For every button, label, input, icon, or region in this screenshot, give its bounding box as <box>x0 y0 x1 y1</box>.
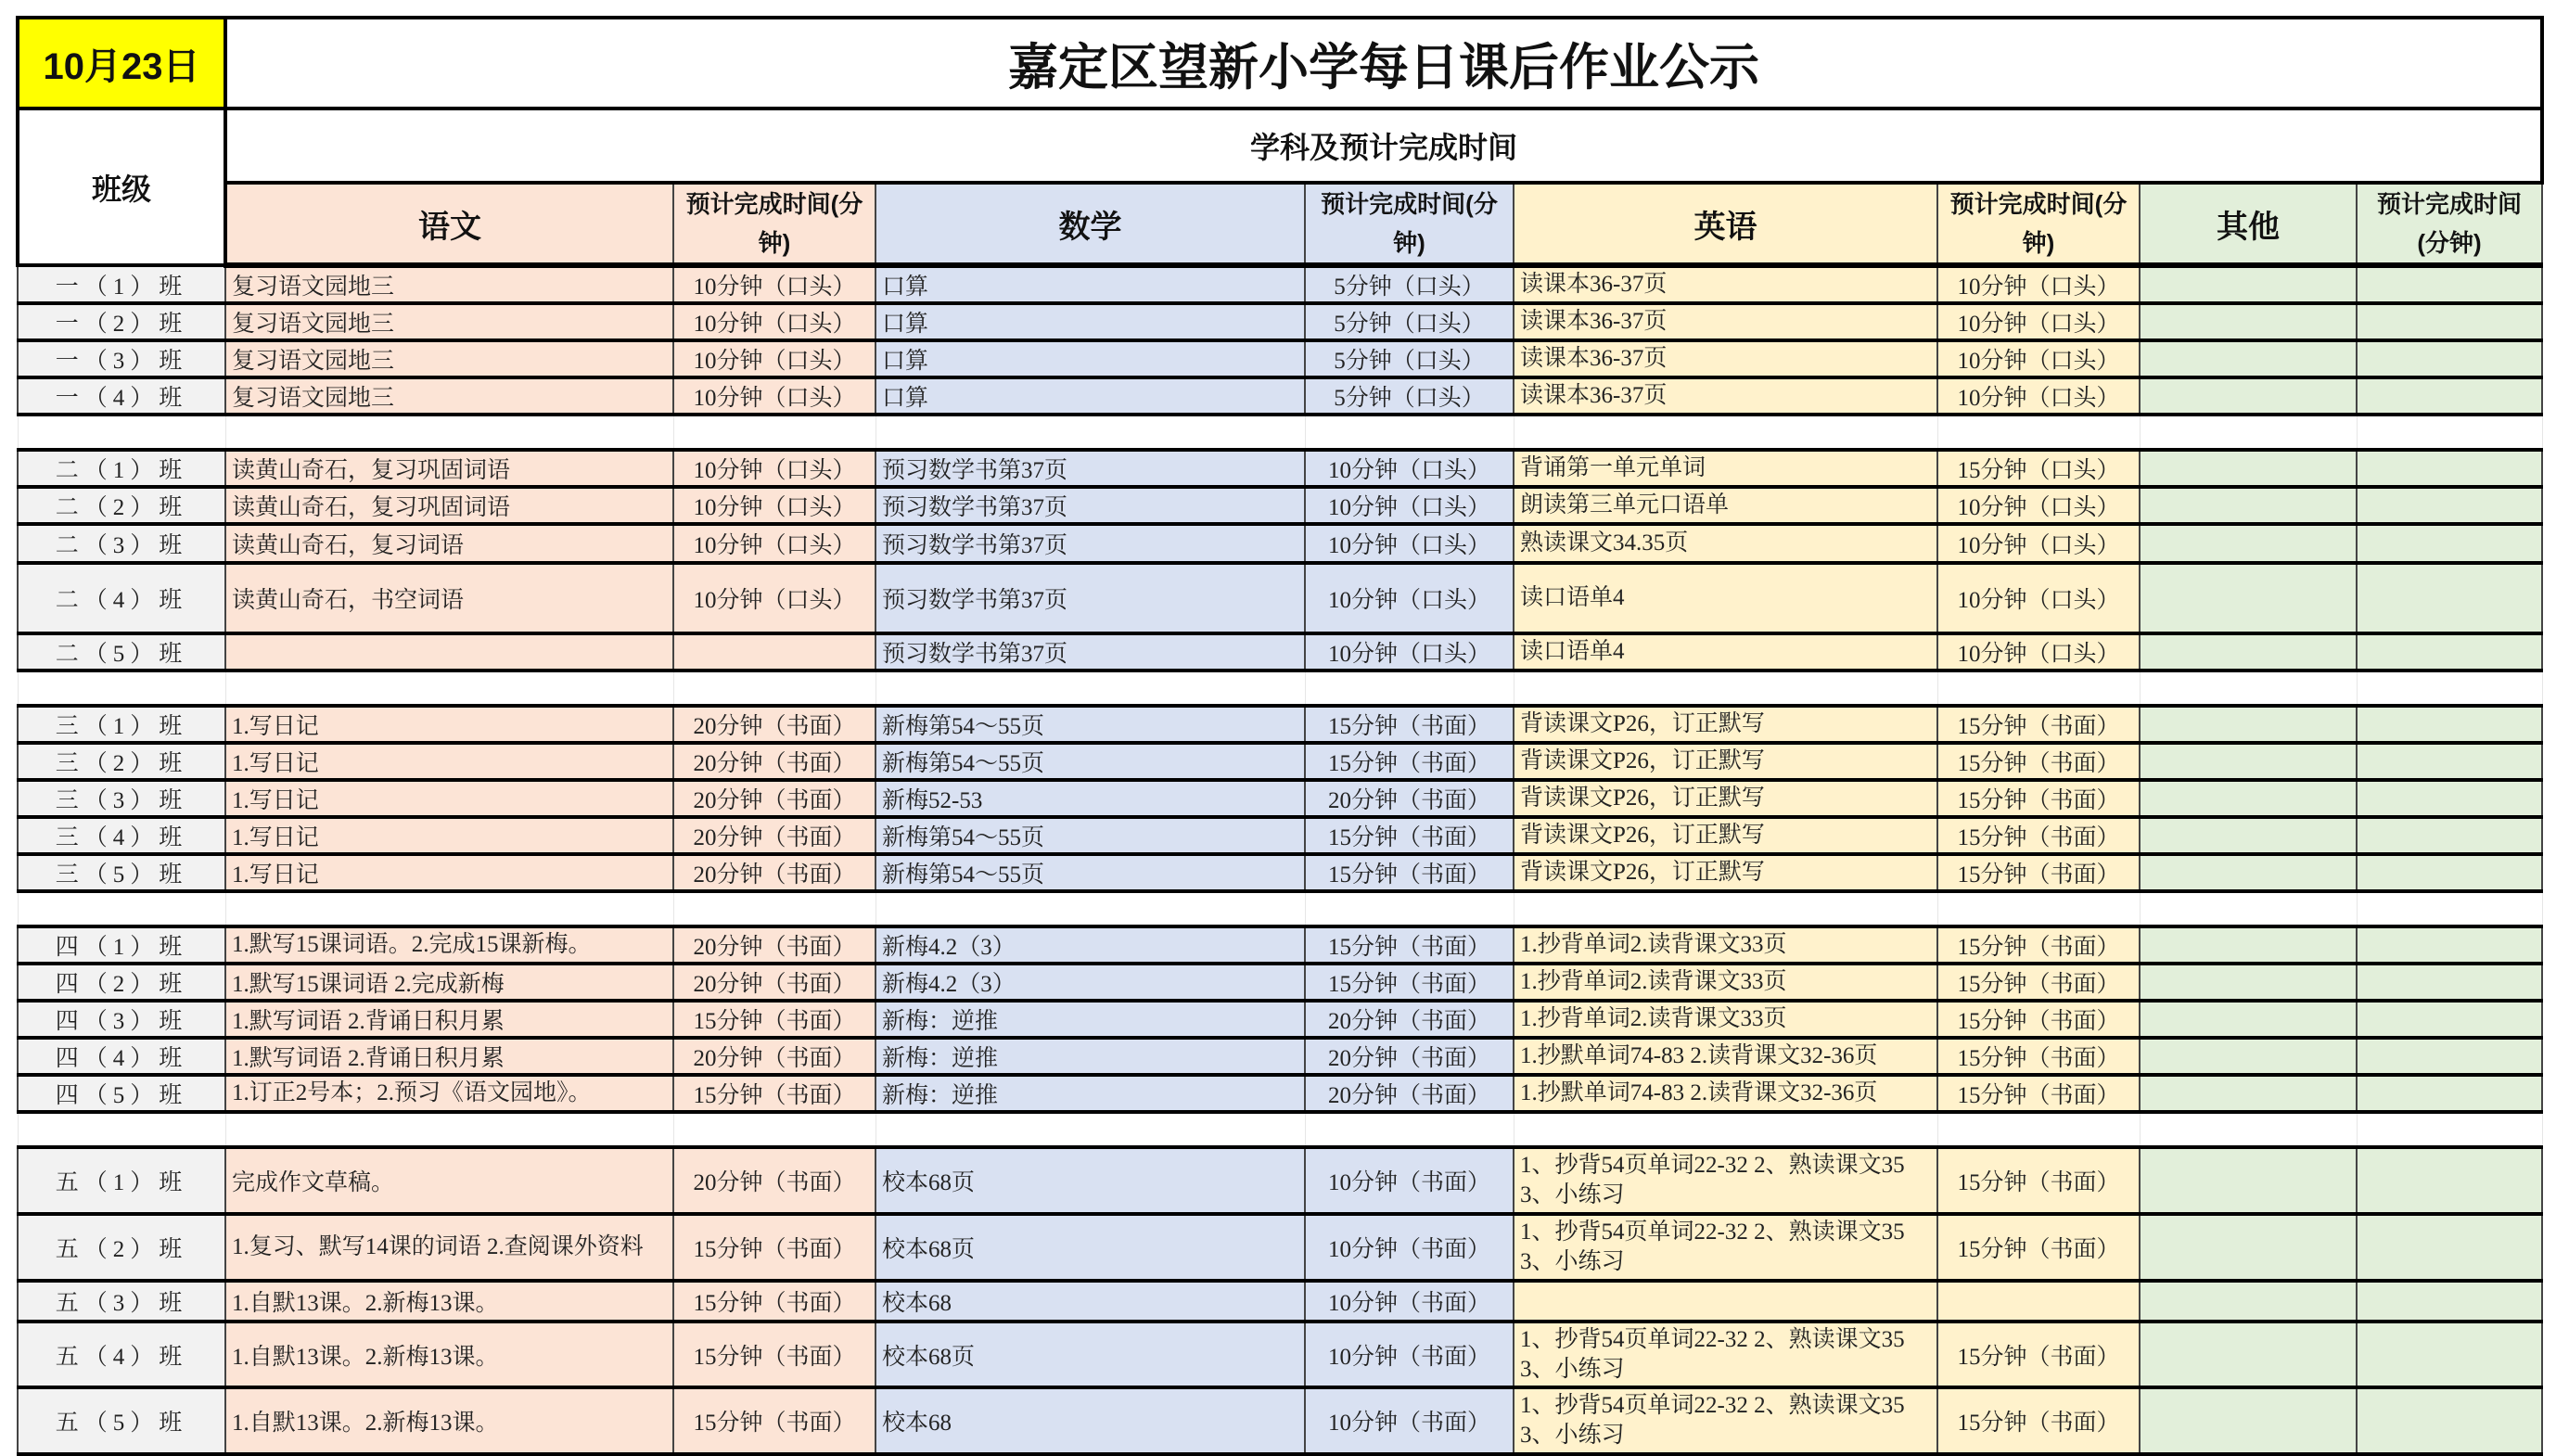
table-row <box>18 926 2542 964</box>
class-name[interactable]: 五（3）班 <box>18 1281 225 1322</box>
homework-table <box>16 16 2544 1456</box>
class-name[interactable]: 五（5）班 <box>18 1387 225 1454</box>
other-time[interactable] <box>2357 1322 2542 1387</box>
other-homework[interactable] <box>2140 524 2357 563</box>
english-time[interactable]: 15分钟（口头） <box>1937 450 2140 487</box>
table-row <box>18 1322 2542 1387</box>
table-row <box>18 854 2542 891</box>
english-time[interactable] <box>1937 1281 2140 1322</box>
english-time[interactable]: 10分钟（口头） <box>1937 563 2140 633</box>
math-time[interactable]: 5分钟（口头） <box>1305 340 1514 377</box>
math-header: 数学 <box>875 183 1305 265</box>
other-homework[interactable] <box>2140 1322 2357 1387</box>
chinese-time[interactable]: 20分钟（书面） <box>673 1038 875 1075</box>
english-time[interactable]: 15分钟（书面） <box>1937 1075 2140 1112</box>
math-homework[interactable]: 预习数学书第37页 <box>875 524 1305 563</box>
chinese-homework[interactable]: 复习语文园地三 <box>225 265 673 303</box>
empty-cell <box>1937 891 2140 926</box>
other-time[interactable] <box>2357 854 2542 891</box>
empty-cell <box>2140 415 2357 450</box>
math-homework[interactable]: 校本68页 <box>875 1214 1305 1281</box>
chinese-time[interactable] <box>673 633 875 671</box>
other-header: 其他 <box>2140 183 2357 265</box>
english-homework[interactable]: 1.抄背单词2.读背课文33页 <box>1514 1001 1937 1038</box>
empty-cell <box>1514 891 1937 926</box>
english-homework[interactable]: 朗读第三单元口语单 <box>1514 487 1937 524</box>
class-column-header: 班级 <box>18 109 225 265</box>
math-homework[interactable]: 新梅第54～55页 <box>875 743 1305 780</box>
other-time-header: 预计完成时间(分钟) <box>2357 183 2542 265</box>
math-time[interactable]: 20分钟（书面） <box>1305 780 1514 817</box>
english-time[interactable]: 10分钟（口头） <box>1937 633 2140 671</box>
english-time[interactable]: 10分钟（口头） <box>1937 377 2140 415</box>
empty-cell <box>1937 415 2140 450</box>
english-homework[interactable]: 读口语单4 <box>1514 563 1937 633</box>
chinese-homework[interactable]: 1.写日记 <box>225 706 673 743</box>
chinese-homework[interactable]: 复习语文园地三 <box>225 303 673 340</box>
empty-cell <box>18 891 225 926</box>
math-time[interactable]: 10分钟（口头） <box>1305 563 1514 633</box>
chinese-homework[interactable]: 1.默写15课词语。2.完成15课新梅。 <box>225 926 673 964</box>
chinese-time[interactable]: 15分钟（书面） <box>673 1214 875 1281</box>
english-homework[interactable]: 读课本36-37页 <box>1514 265 1937 303</box>
math-time[interactable]: 10分钟（口头） <box>1305 633 1514 671</box>
other-homework[interactable] <box>2140 450 2357 487</box>
chinese-time[interactable]: 10分钟（口头） <box>673 303 875 340</box>
math-time[interactable]: 15分钟（书面） <box>1305 964 1514 1001</box>
chinese-header: 语文 <box>225 183 673 265</box>
english-homework[interactable]: 背读课文P26，订正默写 <box>1514 854 1937 891</box>
english-time[interactable]: 15分钟（书面） <box>1937 964 2140 1001</box>
english-time[interactable]: 15分钟（书面） <box>1937 743 2140 780</box>
english-time[interactable]: 15分钟（书面） <box>1937 1214 2140 1281</box>
english-time[interactable]: 15分钟（书面） <box>1937 706 2140 743</box>
math-homework[interactable]: 口算 <box>875 265 1305 303</box>
chinese-time[interactable]: 10分钟（口头） <box>673 340 875 377</box>
chinese-time[interactable]: 10分钟（口头） <box>673 524 875 563</box>
math-homework[interactable]: 新梅：逆推 <box>875 1038 1305 1075</box>
other-homework[interactable] <box>2140 706 2357 743</box>
empty-cell <box>1937 671 2140 706</box>
other-homework[interactable] <box>2140 1214 2357 1281</box>
math-time[interactable]: 10分钟（书面） <box>1305 1322 1514 1387</box>
table-row <box>18 1001 2542 1038</box>
english-homework[interactable]: 1.抄默单词74-83 2.读背课文32-36页 <box>1514 1038 1937 1075</box>
group-spacer-row <box>18 891 2542 926</box>
english-homework[interactable]: 1.抄默单词74-83 2.读背课文32-36页 <box>1514 1075 1937 1112</box>
class-name[interactable]: 四（1）班 <box>18 926 225 964</box>
other-time[interactable] <box>2357 450 2542 487</box>
table-row <box>18 377 2542 415</box>
math-homework[interactable]: 新梅：逆推 <box>875 1001 1305 1038</box>
chinese-homework[interactable]: 读黄山奇石，书空词语 <box>225 563 673 633</box>
other-homework[interactable] <box>2140 1038 2357 1075</box>
class-name[interactable]: 二（5）班 <box>18 633 225 671</box>
math-time[interactable]: 10分钟（书面） <box>1305 1387 1514 1454</box>
empty-cell <box>225 891 673 926</box>
english-homework[interactable]: 背读课文P26，订正默写 <box>1514 706 1937 743</box>
english-time[interactable]: 10分钟（口头） <box>1937 265 2140 303</box>
table-row <box>18 524 2542 563</box>
chinese-time[interactable]: 10分钟（口头） <box>673 487 875 524</box>
empty-cell <box>225 415 673 450</box>
table-row <box>18 450 2542 487</box>
other-time[interactable] <box>2357 1387 2542 1454</box>
empty-cell <box>1514 415 1937 450</box>
chinese-time[interactable]: 15分钟（书面） <box>673 1001 875 1038</box>
math-time[interactable]: 5分钟（口头） <box>1305 265 1514 303</box>
other-homework[interactable] <box>2140 563 2357 633</box>
other-time[interactable] <box>2357 633 2542 671</box>
chinese-homework[interactable]: 完成作文草稿。 <box>225 1147 673 1214</box>
english-time[interactable]: 15分钟（书面） <box>1937 926 2140 964</box>
chinese-time[interactable]: 10分钟（口头） <box>673 450 875 487</box>
chinese-homework[interactable]: 复习语文园地三 <box>225 340 673 377</box>
other-time[interactable] <box>2357 817 2542 854</box>
chinese-homework[interactable]: 1.自默13课。2.新梅13课。 <box>225 1281 673 1322</box>
other-homework[interactable] <box>2140 1001 2357 1038</box>
math-time[interactable]: 20分钟（书面） <box>1305 1075 1514 1112</box>
math-time[interactable]: 10分钟（口头） <box>1305 487 1514 524</box>
english-homework[interactable]: 熟读课文34.35页 <box>1514 524 1937 563</box>
table-row <box>18 303 2542 340</box>
chinese-homework[interactable]: 1.自默13课。2.新梅13课。 <box>225 1322 673 1387</box>
other-homework[interactable] <box>2140 340 2357 377</box>
class-name[interactable]: 五（1）班 <box>18 1147 225 1214</box>
empty-cell <box>673 1112 875 1147</box>
class-name[interactable]: 一（2）班 <box>18 303 225 340</box>
english-time[interactable]: 15分钟（书面） <box>1937 780 2140 817</box>
english-homework[interactable]: 背读课文P26，订正默写 <box>1514 780 1937 817</box>
math-homework[interactable]: 校本68页 <box>875 1322 1305 1387</box>
math-time[interactable]: 15分钟（书面） <box>1305 817 1514 854</box>
english-time[interactable]: 15分钟（书面） <box>1937 1387 2140 1454</box>
chinese-homework[interactable]: 1.写日记 <box>225 780 673 817</box>
empty-cell <box>225 671 673 706</box>
other-time[interactable] <box>2357 964 2542 1001</box>
class-name[interactable]: 四（3）班 <box>18 1001 225 1038</box>
other-time[interactable] <box>2357 780 2542 817</box>
other-homework[interactable] <box>2140 1147 2357 1214</box>
empty-cell <box>1305 671 1514 706</box>
chinese-time[interactable]: 20分钟（书面） <box>673 706 875 743</box>
class-name[interactable]: 三（2）班 <box>18 743 225 780</box>
math-homework[interactable]: 新梅第54～55页 <box>875 854 1305 891</box>
math-homework[interactable]: 新梅4.2（3） <box>875 964 1305 1001</box>
date-label: 10月23日 <box>18 18 225 109</box>
other-time[interactable] <box>2357 303 2542 340</box>
empty-cell <box>1514 1112 1937 1147</box>
chinese-homework[interactable]: 1.复习、默写14课的词语 2.查阅课外资料 <box>225 1214 673 1281</box>
other-time[interactable] <box>2357 1038 2542 1075</box>
table-row <box>18 1281 2542 1322</box>
math-time[interactable]: 15分钟（书面） <box>1305 854 1514 891</box>
math-time-header: 预计完成时间(分钟) <box>1305 183 1514 265</box>
math-time[interactable]: 10分钟（书面） <box>1305 1281 1514 1322</box>
class-name[interactable]: 三（5）班 <box>18 854 225 891</box>
empty-cell <box>2357 1112 2542 1147</box>
chinese-homework[interactable] <box>225 633 673 671</box>
other-time[interactable] <box>2357 706 2542 743</box>
math-homework[interactable]: 预习数学书第37页 <box>875 563 1305 633</box>
chinese-homework[interactable]: 1.写日记 <box>225 743 673 780</box>
chinese-homework[interactable]: 复习语文园地三 <box>225 377 673 415</box>
math-homework[interactable]: 新梅4.2（3） <box>875 926 1305 964</box>
chinese-homework[interactable]: 1.写日记 <box>225 817 673 854</box>
other-time[interactable] <box>2357 1147 2542 1214</box>
chinese-time[interactable]: 20分钟（书面） <box>673 854 875 891</box>
subject-group-header: 学科及预计完成时间 <box>225 109 2542 183</box>
empty-cell <box>875 1112 1305 1147</box>
math-time[interactable]: 15分钟（书面） <box>1305 743 1514 780</box>
empty-cell <box>1305 891 1514 926</box>
math-homework[interactable]: 口算 <box>875 340 1305 377</box>
empty-cell <box>2140 1112 2357 1147</box>
other-time[interactable] <box>2357 265 2542 303</box>
english-homework[interactable]: 背读课文P26，订正默写 <box>1514 817 1937 854</box>
english-homework[interactable]: 背读课文P26，订正默写 <box>1514 743 1937 780</box>
english-homework[interactable]: 1.抄背单词2.读背课文33页 <box>1514 964 1937 1001</box>
chinese-homework[interactable]: 1.默写词语 2.背诵日积月累 <box>225 1001 673 1038</box>
table-row <box>18 265 2542 303</box>
empty-cell <box>2140 891 2357 926</box>
math-time[interactable]: 10分钟（口头） <box>1305 524 1514 563</box>
table-row <box>18 563 2542 633</box>
group-spacer-row <box>18 415 2542 450</box>
table-row <box>18 633 2542 671</box>
chinese-time[interactable]: 20分钟（书面） <box>673 926 875 964</box>
english-homework[interactable]: 1.抄背单词2.读背课文33页 <box>1514 926 1937 964</box>
table-row <box>18 1214 2542 1281</box>
english-time[interactable]: 15分钟（书面） <box>1937 854 2140 891</box>
other-time[interactable] <box>2357 1075 2542 1112</box>
other-homework[interactable] <box>2140 487 2357 524</box>
english-homework[interactable] <box>1514 1281 1937 1322</box>
english-time[interactable]: 10分钟（口头） <box>1937 487 2140 524</box>
math-time[interactable]: 15分钟（书面） <box>1305 926 1514 964</box>
math-time[interactable]: 5分钟（口头） <box>1305 377 1514 415</box>
math-homework[interactable]: 预习数学书第37页 <box>875 450 1305 487</box>
chinese-time[interactable]: 15分钟（书面） <box>673 1281 875 1322</box>
other-time[interactable] <box>2357 1281 2542 1322</box>
math-homework[interactable]: 预习数学书第37页 <box>875 633 1305 671</box>
empty-cell <box>2357 415 2542 450</box>
class-name[interactable]: 三（4）班 <box>18 817 225 854</box>
empty-cell <box>1937 1112 2140 1147</box>
math-homework[interactable]: 校本68 <box>875 1281 1305 1322</box>
other-time[interactable] <box>2357 1001 2542 1038</box>
other-homework[interactable] <box>2140 265 2357 303</box>
empty-cell <box>18 671 225 706</box>
empty-cell <box>875 891 1305 926</box>
other-homework[interactable] <box>2140 1075 2357 1112</box>
table-row <box>18 1387 2542 1454</box>
math-homework[interactable]: 新梅52-53 <box>875 780 1305 817</box>
empty-cell <box>673 671 875 706</box>
chinese-time-header: 预计完成时间(分钟) <box>673 183 875 265</box>
math-homework[interactable]: 新梅：逆推 <box>875 1075 1305 1112</box>
english-time[interactable]: 10分钟（口头） <box>1937 524 2140 563</box>
math-time[interactable]: 20分钟（书面） <box>1305 1001 1514 1038</box>
english-homework[interactable]: 1、抄背54页单词22-32 2、熟读课文35 3、小练习 <box>1514 1214 1937 1281</box>
empty-cell <box>875 671 1305 706</box>
class-name[interactable]: 二（1）班 <box>18 450 225 487</box>
table-row <box>18 340 2542 377</box>
class-name[interactable]: 三（1）班 <box>18 706 225 743</box>
chinese-time[interactable]: 20分钟（书面） <box>673 817 875 854</box>
chinese-homework[interactable]: 1.默写15课词语 2.完成新梅 <box>225 964 673 1001</box>
class-name[interactable]: 二（3）班 <box>18 524 225 563</box>
other-homework[interactable] <box>2140 780 2357 817</box>
other-time[interactable] <box>2357 1214 2542 1281</box>
table-row <box>18 817 2542 854</box>
chinese-homework[interactable]: 1.自默13课。2.新梅13课。 <box>225 1387 673 1454</box>
english-time[interactable]: 15分钟（书面） <box>1937 1322 2140 1387</box>
english-time[interactable]: 10分钟（口头） <box>1937 340 2140 377</box>
math-time[interactable]: 5分钟（口头） <box>1305 303 1514 340</box>
chinese-time[interactable]: 15分钟（书面） <box>673 1387 875 1454</box>
class-name[interactable]: 五（2）班 <box>18 1214 225 1281</box>
chinese-time[interactable]: 10分钟（口头） <box>673 377 875 415</box>
empty-cell <box>673 415 875 450</box>
empty-cell <box>2357 671 2542 706</box>
english-time[interactable]: 15分钟（书面） <box>1937 1038 2140 1075</box>
english-homework[interactable]: 读课本36-37页 <box>1514 340 1937 377</box>
table-row <box>18 1038 2542 1075</box>
other-homework[interactable] <box>2140 817 2357 854</box>
math-homework[interactable]: 校本68页 <box>875 1147 1305 1214</box>
english-time[interactable]: 15分钟（书面） <box>1937 1147 2140 1214</box>
table-row <box>18 706 2542 743</box>
chinese-homework[interactable]: 1.默写词语 2.背诵日积月累 <box>225 1038 673 1075</box>
other-homework[interactable] <box>2140 377 2357 415</box>
class-name[interactable]: 一（1）班 <box>18 265 225 303</box>
chinese-homework[interactable]: 读黄山奇石，复习巩固词语 <box>225 450 673 487</box>
table-row <box>18 743 2542 780</box>
english-homework[interactable]: 背诵第一单元单词 <box>1514 450 1937 487</box>
empty-cell <box>875 415 1305 450</box>
chinese-time[interactable]: 15分钟（书面） <box>673 1075 875 1112</box>
empty-cell <box>1305 1112 1514 1147</box>
other-time[interactable] <box>2357 340 2542 377</box>
empty-cell <box>673 891 875 926</box>
english-homework[interactable]: 读口语单4 <box>1514 633 1937 671</box>
other-homework[interactable] <box>2140 854 2357 891</box>
math-time[interactable]: 20分钟（书面） <box>1305 1038 1514 1075</box>
chinese-time[interactable]: 15分钟（书面） <box>673 1322 875 1387</box>
class-name[interactable]: 五（4）班 <box>18 1322 225 1387</box>
chinese-time[interactable]: 20分钟（书面） <box>673 780 875 817</box>
other-time[interactable] <box>2357 487 2542 524</box>
empty-cell <box>18 415 225 450</box>
class-name[interactable]: 三（3）班 <box>18 780 225 817</box>
english-homework[interactable]: 1、抄背54页单词22-32 2、熟读课文35 3、小练习 <box>1514 1387 1937 1454</box>
other-homework[interactable] <box>2140 926 2357 964</box>
chinese-homework[interactable]: 1.写日记 <box>225 854 673 891</box>
group-spacer-row <box>18 1112 2542 1147</box>
table-row <box>18 487 2542 524</box>
math-homework[interactable]: 口算 <box>875 377 1305 415</box>
class-name[interactable]: 一（3）班 <box>18 340 225 377</box>
english-time[interactable]: 15分钟（书面） <box>1937 1001 2140 1038</box>
chinese-homework[interactable]: 读黄山奇石，复习词语 <box>225 524 673 563</box>
group-spacer-row <box>18 671 2542 706</box>
empty-cell <box>1305 415 1514 450</box>
class-name[interactable]: 四（5）班 <box>18 1075 225 1112</box>
table-row <box>18 780 2542 817</box>
page-title: 嘉定区望新小学每日课后作业公示 <box>225 18 2542 109</box>
chinese-time[interactable]: 10分钟（口头） <box>673 265 875 303</box>
class-name[interactable]: 四（2）班 <box>18 964 225 1001</box>
table-row <box>18 964 2542 1001</box>
math-time[interactable]: 10分钟（书面） <box>1305 1147 1514 1214</box>
chinese-time[interactable]: 20分钟（书面） <box>673 964 875 1001</box>
chinese-homework[interactable]: 1.订正2号本；2.预习《语文园地》。 <box>225 1075 673 1112</box>
math-homework[interactable]: 新梅第54～55页 <box>875 817 1305 854</box>
other-homework[interactable] <box>2140 1387 2357 1454</box>
class-name[interactable]: 四（4）班 <box>18 1038 225 1075</box>
chinese-homework[interactable]: 读黄山奇石，复习巩固词语 <box>225 487 673 524</box>
empty-cell <box>18 1112 225 1147</box>
empty-cell <box>1514 671 1937 706</box>
empty-cell <box>225 1112 673 1147</box>
english-header: 英语 <box>1514 183 1937 265</box>
math-time[interactable]: 10分钟（书面） <box>1305 1214 1514 1281</box>
english-time-header: 预计完成时间(分钟) <box>1937 183 2140 265</box>
english-homework[interactable]: 1、抄背54页单词22-32 2、熟读课文35 3、小练习 <box>1514 1322 1937 1387</box>
math-homework[interactable]: 口算 <box>875 303 1305 340</box>
empty-cell <box>2357 891 2542 926</box>
other-homework[interactable] <box>2140 743 2357 780</box>
other-homework[interactable] <box>2140 633 2357 671</box>
english-time[interactable]: 15分钟（书面） <box>1937 817 2140 854</box>
empty-cell <box>2140 671 2357 706</box>
table-row <box>18 1075 2542 1112</box>
math-homework[interactable]: 新梅第54～55页 <box>875 706 1305 743</box>
english-time[interactable]: 10分钟（口头） <box>1937 303 2140 340</box>
other-time[interactable] <box>2357 563 2542 633</box>
class-name[interactable]: 二（4）班 <box>18 563 225 633</box>
other-time[interactable] <box>2357 377 2542 415</box>
table-row <box>18 1147 2542 1214</box>
other-time[interactable] <box>2357 743 2542 780</box>
chinese-time[interactable]: 10分钟（口头） <box>673 563 875 633</box>
math-homework[interactable]: 校本68 <box>875 1387 1305 1454</box>
other-homework[interactable] <box>2140 964 2357 1001</box>
math-homework[interactable]: 预习数学书第37页 <box>875 487 1305 524</box>
other-time[interactable] <box>2357 524 2542 563</box>
english-homework[interactable]: 1、抄背54页单词22-32 2、熟读课文35 3、小练习 <box>1514 1147 1937 1214</box>
class-name[interactable]: 一（4）班 <box>18 377 225 415</box>
other-time[interactable] <box>2357 926 2542 964</box>
english-homework[interactable]: 读课本36-37页 <box>1514 377 1937 415</box>
math-time[interactable]: 15分钟（书面） <box>1305 706 1514 743</box>
english-homework[interactable]: 读课本36-37页 <box>1514 303 1937 340</box>
chinese-time[interactable]: 20分钟（书面） <box>673 743 875 780</box>
math-time[interactable]: 10分钟（口头） <box>1305 450 1514 487</box>
class-name[interactable]: 二（2）班 <box>18 487 225 524</box>
other-homework[interactable] <box>2140 303 2357 340</box>
chinese-time[interactable]: 20分钟（书面） <box>673 1147 875 1214</box>
other-homework[interactable] <box>2140 1281 2357 1322</box>
